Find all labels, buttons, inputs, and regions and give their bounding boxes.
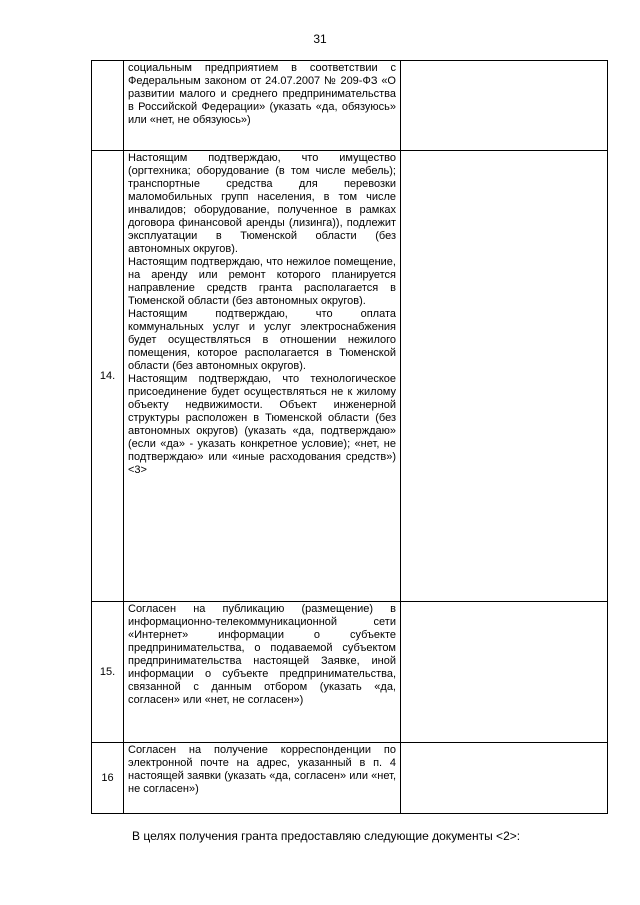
row-answer-cell[interactable] [401, 61, 608, 151]
row-paragraph: Настоящим подтверждаю, что оплата коммунальных услуг и услуг электроснабжения будет осуществляться в отношении нежилого помещения, которое располагается в Тюменской области (без автономных округов). [128, 308, 396, 372]
row-paragraph: Настоящим подтверждаю, что имущество (оргтехника; оборудование (в том числе мебель); транспортные средства для перевозки маломобильных групп населения, в том числе инвалидов; оборудование, полученное в рамках договора финансовой аренды (лизинга)), подлежит эксплуатации в Тюменской области (без автономных округов). [128, 152, 396, 255]
row-paragraph: Согласен на публикацию (размещение) в информационно-телекоммуникационной сети «Интернет» информации о субъекте предпринимательства, о подаваемой субъектом предпринимательства настоящей Заявке, иной информации о субъекте предпринимательства, связанной с данным отбором (указать «да, согласен» или «нет, не согласен») [128, 603, 396, 706]
row-text-cell [124, 151, 401, 602]
row-paragraph: Настоящим подтверждаю, что нежилое помещение, на аренду или ремонт которого планируется направление средств гранта располагается в Тюменской области (без автономных округов). [128, 256, 396, 307]
page-number: 31 [313, 32, 327, 46]
row-paragraph: Согласен на получение корреспонденции по электронной почте на адрес, указанный в п. 4 настоящей заявки (указать «да, согласен» или «нет, не согласен») [128, 744, 396, 795]
table-row [92, 61, 608, 151]
row-text-cell [124, 61, 401, 151]
table-row [92, 602, 608, 743]
application-table [91, 60, 608, 814]
row-paragraph: социальным предприятием в соответствии с Федеральным законом от 24.07.2007 № 209-ФЗ «О развитии малого и среднего предпринимательства в Российской Федерации» (указать «да, обязуюсь» или «нет, не обязуюсь») [128, 62, 396, 126]
documents-intro-text: В целях получения гранта предоставляю следующие документы <2>: [132, 829, 521, 843]
row-number: 15. [92, 602, 124, 743]
row-answer-cell[interactable] [401, 743, 608, 814]
row-paragraph: Настоящим подтверждаю, что технологическое присоединение будет осуществляться не к жилому объекту недвижимости. Объект инженерной структуры расположен в Тюменской области (без автономных округов) (указать «да, подтверждаю» (если «да» - указать конкретное условие); «нет, не подтверждаю» или «иные расходования средств») <3> [128, 373, 396, 476]
row-text-cell [124, 602, 401, 743]
row-answer-cell[interactable] [401, 151, 608, 602]
row-answer-cell[interactable] [401, 602, 608, 743]
row-number: 14. [92, 151, 124, 602]
table-row [92, 743, 608, 814]
row-number: 16 [92, 743, 124, 814]
row-number [92, 61, 124, 151]
row-text-cell [124, 743, 401, 814]
table-row [92, 151, 608, 602]
